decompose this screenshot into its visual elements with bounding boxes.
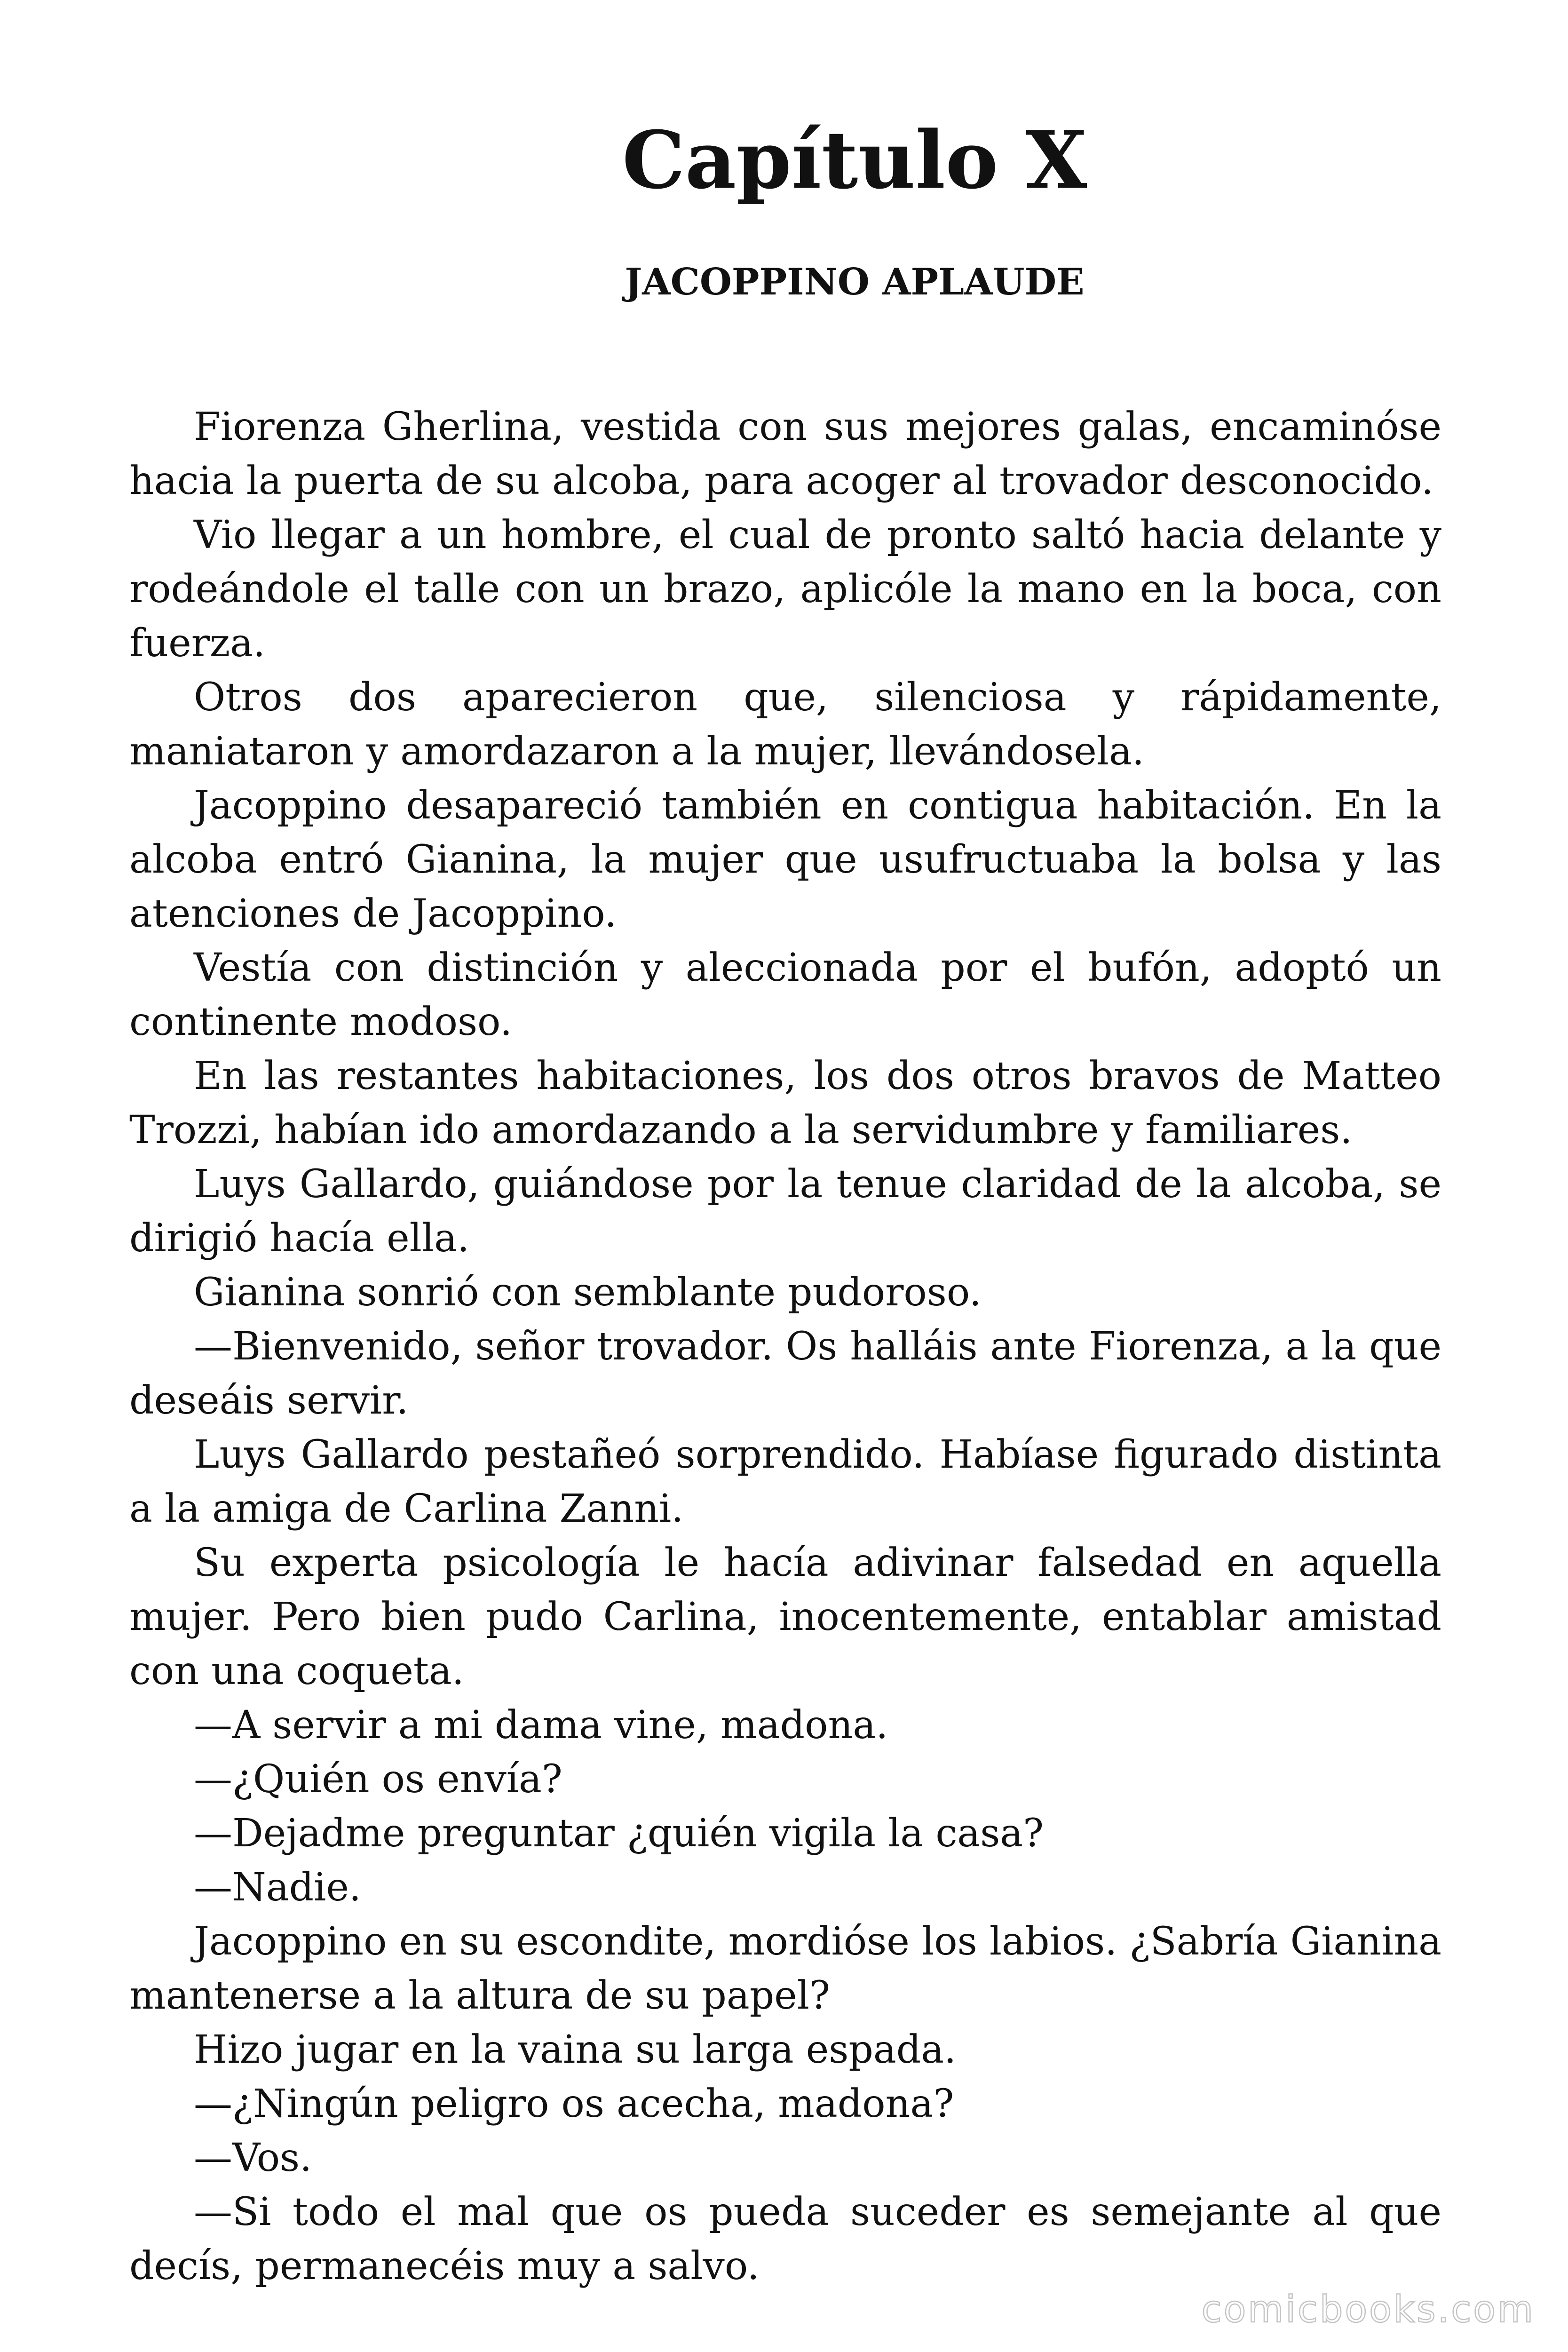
chapter-body: [129, 400, 1441, 2293]
chapter-subtitle: JACOPPINO APLAUDE: [625, 261, 1085, 303]
paragraph: Hizo jugar en la vaina su larga espada.: [194, 2027, 957, 2072]
paragraph: Otros dos aparecieron que, silenciosa y rápidamente, maniataron y amordazaron a la mujer, llevándosela.: [129, 675, 1441, 774]
paragraph: —Vos.: [194, 2136, 312, 2180]
paragraph: —¿Ningún peligro os acecha, madona?: [194, 2082, 954, 2126]
paragraph: Gianina sonrió con semblante pudoroso.: [194, 1270, 982, 1315]
paragraph: —Nadie.: [194, 1865, 361, 1910]
paragraph: Vestía con distinción y aleccionada por el bufón, adoptó un continente modoso.: [129, 946, 1441, 1044]
paragraph: Jacoppino desapareció también en contigua habitación. En la alcoba entró Gianina, la mujer que usufructuaba la bolsa y las atenciones de Jacoppino.: [129, 783, 1441, 936]
paragraph: Su experta psicología le hacía adivinar falsedad en aquella mujer. Pero bien pudo Carlina, inocentemente, entablar amistad con una coqueta.: [129, 1541, 1441, 1693]
paragraph: En las restantes habitaciones, los dos otros bravos de Matteo Trozzi, habían ido amordazando a la servidumbre y familiares.: [129, 1054, 1441, 1152]
paragraph: Vio llegar a un hombre, el cual de pronto saltó hacia delante y rodeándole el talle con un brazo, aplicóle la mano en la boca, con fuerza.: [129, 513, 1441, 666]
paragraph: —Bienvenido, señor trovador. Os halláis ante Fiorenza, a la que deseáis servir.: [129, 1324, 1441, 1423]
paragraph: Luys Gallardo, guiándose por la tenue claridad de la alcoba, se dirigió hacía ella.: [129, 1162, 1441, 1261]
paragraph: —A servir a mi dama vine, madona.: [194, 1703, 888, 1748]
paragraph: Fiorenza Gherlina, vestida con sus mejores galas, encaminóse hacia la puerta de su alcoba, para acoger al trovador desconocido.: [129, 405, 1441, 503]
paragraph: —¿Quién os envía?: [194, 1757, 562, 1802]
paragraph: —Dejadme preguntar ¿quién vigila la casa?: [194, 1811, 1044, 1856]
watermark: comicbooks.com: [1201, 2288, 1535, 2331]
paragraph: Jacoppino en su escondite, mordióse los labios. ¿Sabría Gianina mantenerse a la altura de su papel?: [129, 1919, 1441, 2018]
paragraph: —Si todo el mal que os pueda suceder es semejante al que decís, permanecéis muy a salvo.: [129, 2190, 1441, 2288]
paragraph: Luys Gallardo pestañeó sorprendido. Habíase figurado distinta a la amiga de Carlina Zanni.: [129, 1432, 1441, 1531]
chapter-title: Capítulo X: [622, 113, 1087, 207]
